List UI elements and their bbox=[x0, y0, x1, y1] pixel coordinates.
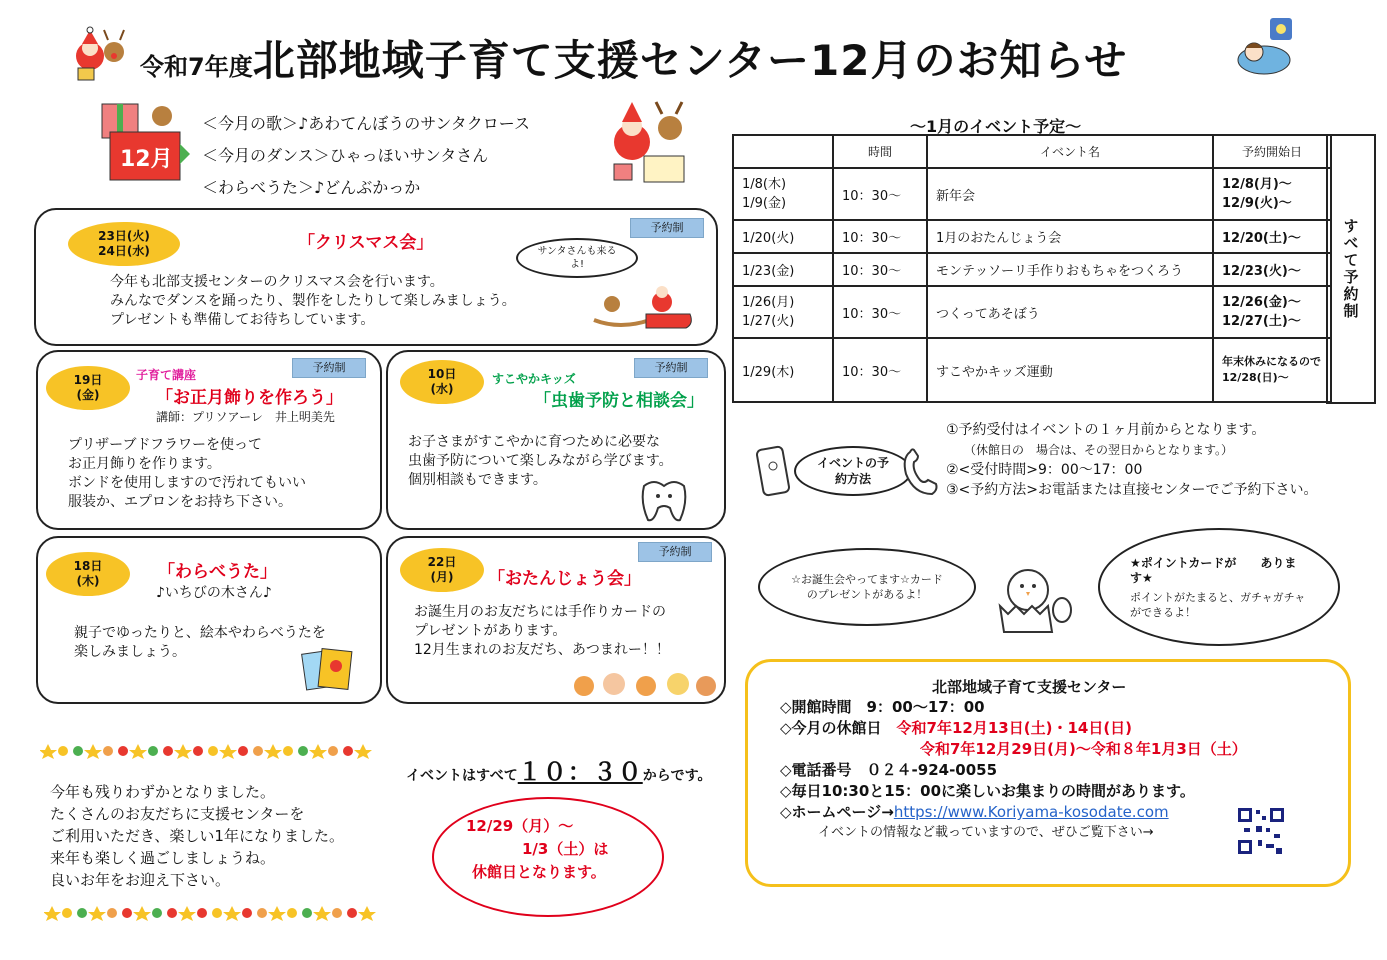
closed-notice-text: 12/29（月）～ 1/3（土）は 休館日となります。 bbox=[466, 817, 609, 881]
row-time: 10：30～ bbox=[833, 220, 927, 253]
animals-party-icon bbox=[570, 664, 720, 700]
birthday-card-bubble: ☆お誕生会やってます☆カードのプレゼントがあるよ！ bbox=[758, 548, 976, 626]
row-event: 新年会 bbox=[927, 168, 1213, 220]
homepage-note: イベントの情報など載っていますので、ぜひご覧下さい→ bbox=[818, 825, 1154, 840]
row-event: すこやかキッズ運動 bbox=[927, 338, 1213, 402]
table-row bbox=[733, 220, 1331, 253]
garland-top-icon bbox=[40, 742, 380, 764]
dental-description: お子さまがすこやかに育つために必要な 虫歯予防について楽しみながら学びます。 個別相談もできます。 bbox=[408, 434, 673, 488]
closed-days-1: 令和7年12月13日(土)・14日(日) bbox=[896, 719, 1133, 737]
reservation-note-1: ①予約受付はイベントの１ヶ月前からとなります。 bbox=[946, 422, 1266, 438]
row-date: 1/20(火) bbox=[733, 220, 833, 253]
row-reservation: 年末休みになるので12/28(日)～ bbox=[1213, 338, 1331, 402]
warabeuta-title: 「わらべうた」 bbox=[158, 562, 277, 582]
row-date: 1/29(木) bbox=[733, 338, 833, 402]
row-date: 1/23(金) bbox=[733, 253, 833, 286]
january-schedule-table bbox=[732, 134, 1332, 403]
dental-reservation-badge: 予約制 bbox=[634, 358, 708, 378]
gathering-time: ◇毎日10:30と15：00に楽しいお集まりの時間があります。 bbox=[780, 782, 1195, 800]
point-card-bubble: ★ポイントカードが あります★ ポイントがたまると、ガチャガチャができるよ！ bbox=[1098, 528, 1340, 646]
table-row bbox=[733, 168, 1331, 220]
newyear-deco-description: プリザーブドフラワーを使って お正月飾りを作ります。 ボンドを使用しますので汚れてもいい 服装か、エプロンをお持ち下さい。 bbox=[68, 437, 306, 510]
monthly-songs bbox=[202, 108, 530, 204]
closing-message: 今年も残りわずかとなりました。 たくさんのお友だちに支援センターを ご利用いただき、楽しい1年になりました。 来年も楽しく過ごしましょうね。 良いお年をお迎え下さい。 bbox=[50, 783, 344, 889]
row-reservation: 12/26(金)～ 12/27(土)～ bbox=[1213, 286, 1331, 338]
row-time: 10：30～ bbox=[833, 338, 927, 402]
birthday-date-badge: 22日 (月) bbox=[400, 548, 484, 592]
newyear-deco-reservation-badge: 予約制 bbox=[292, 358, 366, 378]
table-row bbox=[733, 253, 1331, 286]
homepage-link[interactable]: https://www.Koriyama-kosodate.com bbox=[893, 803, 1169, 821]
header-reservation: 予約開始日 bbox=[1213, 135, 1331, 168]
row-reservation: 12/20(土)～ bbox=[1213, 220, 1331, 253]
page-title: 令和7年度北部地域子育て支援センター12月のお知らせ bbox=[140, 36, 1128, 85]
header-time: 時間 bbox=[833, 135, 927, 168]
sleeping-child-icon bbox=[1232, 16, 1296, 82]
birthday-reservation-badge: 予約制 bbox=[638, 542, 712, 562]
tooth-icon bbox=[634, 478, 692, 524]
christmas-date-badge: 23日(火) 24日(水) bbox=[68, 222, 180, 266]
row-time: 10：30～ bbox=[833, 286, 927, 338]
santa-speech-bubble: サンタさんも来るよ! bbox=[516, 238, 638, 278]
schedule-title: ～1月のイベント予定～ bbox=[910, 117, 1082, 136]
birthday-title: 「おたんじょう会」 bbox=[488, 569, 641, 589]
header-event: イベント名 bbox=[927, 135, 1213, 168]
qr-code-icon[interactable] bbox=[1236, 806, 1286, 856]
phone-number: ◇電話番号 ０２４-924-0055 bbox=[780, 761, 998, 779]
smartphone-icon bbox=[754, 444, 794, 500]
warabe-of-month: ＜わらべうた＞♪どんぶかっか bbox=[202, 178, 421, 197]
header-date bbox=[733, 135, 833, 168]
reindeer-sleigh-icon bbox=[590, 280, 700, 336]
row-event: つくってあそぼう bbox=[927, 286, 1213, 338]
row-time: 10：30～ bbox=[833, 168, 927, 220]
newyear-deco-category: 子育て講座 bbox=[136, 368, 197, 382]
opening-hours: ◇開館時間 9：00～17：00 bbox=[780, 698, 985, 716]
closed-days-2: 令和7年12月29日(月)～令和８年1月3日（土） bbox=[920, 740, 1247, 758]
newyear-deco-instructor: 講師：プリソアーレ 井上明美先 bbox=[156, 410, 335, 424]
warabeuta-subtitle: ♪いちびの木さん♪ bbox=[156, 585, 272, 601]
table-row bbox=[733, 286, 1331, 338]
december-gift-icon bbox=[100, 94, 192, 184]
reservation-note-2: ②<受付時間>9：00～17：00 bbox=[946, 462, 1143, 478]
svg-text:12月: 12月 bbox=[120, 147, 173, 172]
newyear-deco-date-badge: 19日 (金) bbox=[46, 366, 130, 410]
row-time: 10：30～ bbox=[833, 253, 927, 286]
event-time-notice: イベントはすべて１０：３０からです。 bbox=[406, 758, 712, 786]
christmas-reservation-badge: 予約制 bbox=[630, 218, 704, 238]
birthday-description: お誕生月のお友だちには手作りカードの プレゼントがあります。 12月生まれのお友だち、あつまれー！！ bbox=[414, 604, 670, 658]
reservation-method-bubble: イベントの予約方法 bbox=[794, 446, 912, 496]
santa-reindeer-icon bbox=[70, 22, 132, 84]
row-date: 1/8(木) 1/9(金) bbox=[733, 168, 833, 220]
picture-book-icon bbox=[300, 644, 356, 694]
table-row bbox=[733, 338, 1331, 402]
reservation-note-3: ③<予約方法>お電話または直接センターでご予約下さい。 bbox=[946, 482, 1318, 498]
dance-of-month: ＜今月のダンス＞ひゃっほいサンタさん bbox=[202, 146, 489, 165]
christmas-description: 今年も北部支援センターのクリスマス会を行います。 みんなでダンスを踊ったり、製作をしたりして楽しみましょう。 プレゼントも準備してお待ちしています。 bbox=[110, 274, 516, 328]
garland-bottom-icon bbox=[44, 904, 384, 926]
santa-sleigh-icon bbox=[604, 92, 694, 188]
warabeuta-date-badge: 18日 (木) bbox=[46, 552, 130, 596]
all-reservation-label: すべて予約制 bbox=[1326, 134, 1376, 404]
homepage-row: ◇ホームページ→https://www.Koriyama-kosodate.com bbox=[780, 803, 1169, 821]
row-reservation: 12/23(火)～ bbox=[1213, 253, 1331, 286]
chick-icon bbox=[990, 562, 1078, 638]
row-event: 1月のおたんじょう会 bbox=[927, 220, 1213, 253]
phone-icon bbox=[898, 444, 942, 500]
newyear-deco-title: 「お正月飾りを作ろう」 bbox=[156, 388, 343, 408]
row-date: 1/26(月) 1/27(火) bbox=[733, 286, 833, 338]
christmas-title: 「クリスマス会」 bbox=[298, 233, 434, 253]
closed-days-row: ◇今月の休館日 令和7年12月13日(土)・14日(日) bbox=[780, 719, 1133, 737]
dental-category: すこやかキッズ bbox=[492, 372, 576, 386]
dental-date-badge: 10日 (水) bbox=[400, 360, 484, 404]
schedule-header-row bbox=[733, 135, 1331, 168]
row-event: モンテッソーリ手作りおもちゃをつくろう bbox=[927, 253, 1213, 286]
row-reservation: 12/8(月)～ 12/9(火)～ bbox=[1213, 168, 1331, 220]
song-of-month: ＜今月の歌＞♪あわてんぼうのサンタクロース bbox=[202, 114, 530, 133]
dental-title: 「虫歯予防と相談会」 bbox=[534, 391, 704, 411]
warabeuta-description: 親子でゆったりと、絵本やわらべうたを 楽しみましょう。 bbox=[74, 625, 326, 660]
center-name: 北部地域子育て支援センター bbox=[932, 678, 1127, 696]
center-info-lines bbox=[780, 697, 1247, 843]
reservation-note-1-sub: （休館日の 場合は、その翌日からとなります。） bbox=[964, 443, 1234, 457]
reservation-notes bbox=[946, 420, 1317, 500]
